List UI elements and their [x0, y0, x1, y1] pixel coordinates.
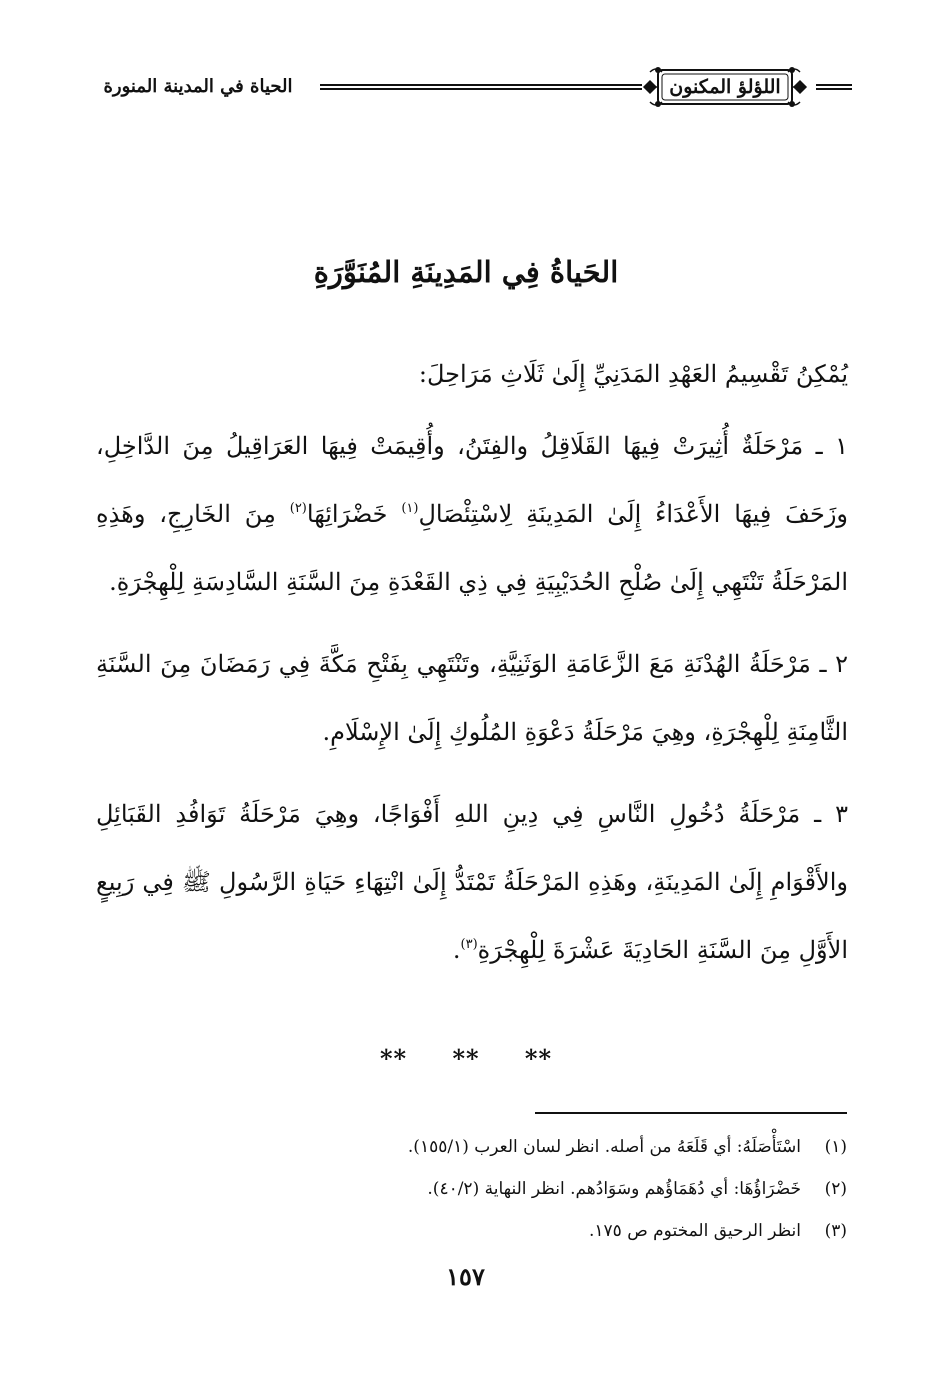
stage-number: ٣ ـ [814, 800, 848, 828]
footnote [167, 1126, 847, 1168]
page-number: ١٥٧ [446, 1262, 485, 1291]
footnote-text: اسْتَأْصَلَهُ: أي قَلَعَهُ من أصله. انظر لسان العرب (١٥٥/١). [407, 1137, 801, 1157]
separator-stars: ** [524, 1044, 553, 1073]
section-separator [80, 1044, 852, 1073]
stage-text: مَرْحَلَةٌ أُثِيرَتْ فِيهَا القَلَاقِلُ والفِتَنُ، وأُقِيمَتْ فِيهَا العَرَاقِيلُ مِنَ الدَّاخِلِ، وزَحَفَ فِيهَا الأَعْدَاءُ إِلَىٰ المَدِينَةِ لِاسْتِئْصَالِ [96, 432, 849, 528]
footnote-text: انظر الرحيق المختوم ص ١٧٥. [588, 1221, 801, 1241]
stage-number: ١ ـ [815, 432, 848, 460]
footnote-ref: (٣) [460, 937, 478, 952]
stage-text: . [452, 936, 461, 964]
footnote-ref: (١) [401, 501, 419, 516]
section-title: الحياة في المدينة المنورة [103, 76, 293, 97]
running-header [80, 58, 852, 116]
footnote-mark: (٢) [824, 1179, 847, 1199]
stage-paragraph-3 [96, 780, 848, 984]
intro-paragraph: يُمْكِنُ تَقْسِيمُ العَهْدِ المَدَنِيِّ إِلَىٰ ثَلَاثِ مَرَاحِلَ: [418, 360, 848, 388]
footnote [167, 1168, 847, 1210]
header-rule-right [816, 84, 852, 90]
stage-text: مَرْحَلَةُ دُخُولِ النَّاسِ فِي دِينِ اللهِ أَفْوَاجًا، وهِيَ مَرْحَلَةُ تَوَافُدِ القَبَائِلِ والأَقْوَامِ إِلَىٰ المَدِينَةِ، وهَذِهِ المَرْحَلَةُ تَمْتَدُّ إِلَىٰ انْتِهَاءِ حَيَاةِ الرَّسُولِ ﷺ فِي رَبِيعٍ الأَوَّلِ مِنَ السَّنَةِ الحَادِيَةَ عَشْرَةَ لِلْهِجْرَةِ [96, 800, 848, 964]
stage-number: ٢ ـ [819, 650, 848, 678]
footnote-text: خَضْرَاؤُهَا: أي دُهَمَاؤُهم وسَوَادُهم. انظر النهاية (٤٠/٢). [427, 1179, 801, 1199]
stage-paragraph-2 [96, 630, 848, 766]
footnote-ref: (٢) [289, 501, 307, 516]
stage-text: مِنَ الخَارِجِ، وهَذِهِ المَرْحَلَةُ تَنْتَهِي إِلَىٰ صُلْحِ الحُدَيْبِيَةِ فِي ذِي القَعْدَةِ مِنَ السَّنَةِ السَّادِسَةِ لِلْهِجْرَةِ. [96, 500, 848, 596]
header-rule-left [320, 84, 642, 90]
main-text [96, 340, 848, 998]
footnote [167, 1210, 847, 1252]
stage-text: خَضْرَائِهَا [306, 500, 402, 528]
footnote-mark: (١) [824, 1137, 847, 1157]
stage-paragraph-1 [96, 412, 848, 616]
stage-text: مَرْحَلَةُ الهُدْنَةِ مَعَ الزَّعَامَةِ الوَثَنِيَّةِ، وتَنْتَهِي بِفَتْحِ مَكَّةَ فِي رَمَضَانَ مِنَ السَّنَةِ الثَّامِنَةِ لِلْهِجْرَةِ، وهِيَ مَرْحَلَةُ دَعْوَةِ المُلُوكِ إِلَىٰ الإِسْلَامِ. [96, 650, 848, 746]
separator-stars: ** [379, 1044, 408, 1073]
book-title: اللؤلؤ المكنون [669, 76, 781, 98]
footnote-rule [535, 1112, 847, 1114]
footnotes [167, 1126, 847, 1252]
separator-stars: ** [452, 1044, 480, 1073]
header-cartouche [640, 64, 810, 110]
page-title: الحَياةُ فِي المَدِينَةِ المُنَوَّرَةِ [313, 255, 619, 289]
footnote-mark: (٣) [824, 1221, 847, 1241]
